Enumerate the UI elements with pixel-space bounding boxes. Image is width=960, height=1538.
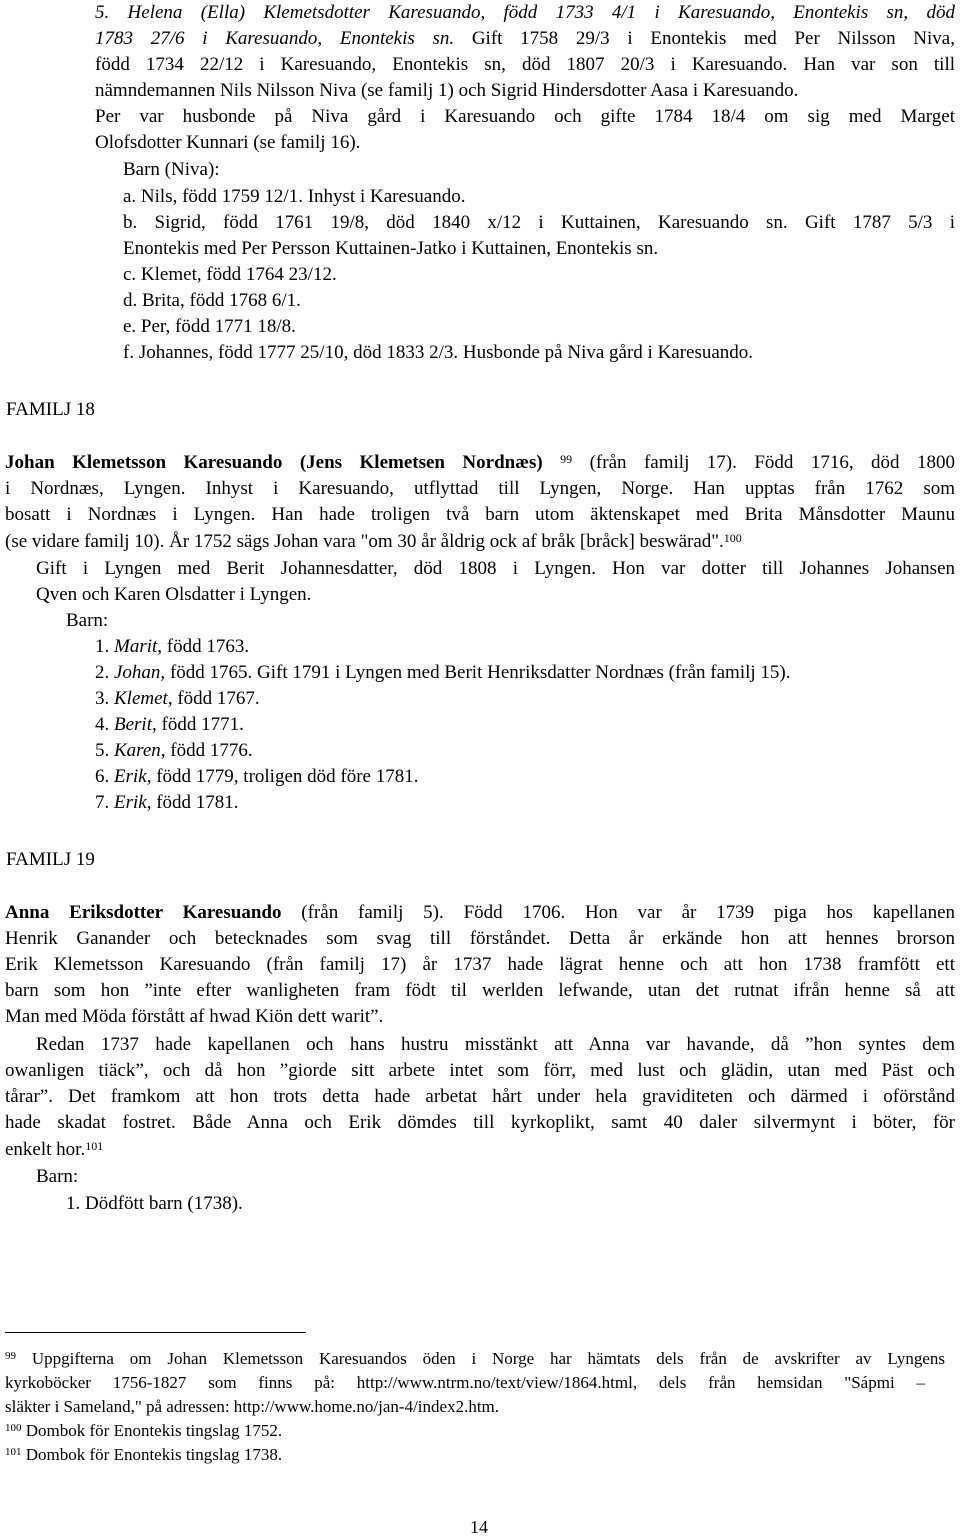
familj19-line5: Man med Möda förstått af hwad Kiön dett warit”.: [5, 1006, 384, 1027]
familj19-child: 1. Dödfött barn (1738).: [66, 1193, 243, 1214]
item5-children-heading: Barn (Niva):: [123, 159, 220, 180]
familj19-line9: hade skadat fostret. Både Anna och Erik dömdes till kyrkoplikt, samt 40 daler silvermynt i böter, för: [5, 1112, 955, 1133]
footnote-separator: [5, 1332, 306, 1333]
familj19-children-heading: Barn:: [36, 1166, 79, 1187]
familj19-line3: Erik Klemetsson Karesuando (från familj 17) år 1737 hade lägrat henne och att hon 1738 framfött ett: [5, 954, 955, 975]
familj18-child: 3. Klemet, född 1767.: [95, 688, 260, 709]
familj18-line4: (se vidare familj 10). År 1752 sägs Johan vara "om 30 år åldrig ock af bråk [bråck] beswärad".$^{100}$: [5, 531, 742, 552]
familj18-child: 5. Karen, född 1776.: [95, 740, 253, 761]
familj18-child: 4. Berit, född 1771.: [95, 714, 244, 735]
child-e: e. Per, född 1771 18/8.: [123, 316, 296, 337]
familj19-line4: barn som hon ”inte efter wanligheten fram födt til werlden lefwande, utan det rutnat ifrån henne så att: [5, 980, 955, 1001]
familj18-line6: Qven och Karen Olsdatter i Lyngen.: [36, 584, 312, 605]
familj19-line1: Anna Eriksdotter Karesuando (från familj 5). Född 1706. Hon var år 1739 piga hos kapellanen: [5, 902, 956, 923]
familj18-child: 7. Erik, född 1781.: [95, 792, 239, 813]
familj18-line5: Gift i Lyngen med Berit Johannesdatter, död 1808 i Lyngen. Hon var dotter till Johannes Johansen: [36, 558, 955, 579]
item5-line4: nämndemannen Nils Nilsson Niva (se familj 1) och Sigrid Hindersdotter Aasa i Karesuando.: [95, 80, 799, 101]
child-a: a. Nils, född 1759 12/1. Inhyst i Karesuando.: [123, 186, 466, 207]
familj19-line7: owanligen tiäck”, och då hon ”giorde sitt arbete intet som förr, med lust och glädin, utan med Päst och: [5, 1060, 955, 1081]
footnote-100: $^{100}$ Dombok för Enontekis tingslag 1752.: [5, 1421, 283, 1440]
familj-19-heading: FAMILJ 19: [6, 849, 95, 870]
familj18-line1: Johan Klemetsson Karesuando (Jens Klemetsen Nordnæs) $^{99}$ (från familj 17). Född 1716, död 1800: [5, 452, 956, 473]
child-b: b. Sigrid, född 1761 19/8, död 1840 x/12 i Kuttainen, Karesuando sn. Gift 1787 5/3 i: [123, 212, 955, 233]
familj18-child: 1. Marit, född 1763.: [95, 636, 250, 657]
familj18-child: 2. Johan, född 1765. Gift 1791 i Lyngen med Berit Henriksdatter Nordnæs (från familj 15).: [95, 662, 791, 683]
child-d: d. Brita, född 1768 6/1.: [123, 290, 301, 311]
familj18-line2: i Nordnæs, Lyngen. Inhyst i Karesuando, utflyttad till Lyngen, Norge. Han upptas från 1762 som: [5, 478, 955, 499]
familj19-line6: Redan 1737 hade kapellanen och hans hustru misstänkt att Anna var havande, då ”hon syntes dem: [36, 1034, 955, 1055]
familj18-children-heading: Barn:: [66, 610, 109, 631]
child-c: c. Klemet, född 1764 23/12.: [123, 264, 337, 285]
item5-line5: Per var husbonde på Niva gård i Karesuando och gifte 1784 18/4 om sig med Marget: [95, 106, 955, 127]
familj18-child: 6. Erik, född 1779, troligen död före 1781.: [95, 766, 419, 787]
footnote-99-line3: släkter i Sameland," på adressen: http://www.home.no/jan-4/index2.htm.: [5, 1397, 500, 1416]
item5-line1: 5. Helena (Ella) Klemetsdotter Karesuando, född 1733 4/1 i Karesuando, Enontekis sn, död: [95, 2, 955, 23]
familj-18-heading: FAMILJ 18: [6, 399, 95, 420]
child-f: f. Johannes, född 1777 25/10, död 1833 2/3. Husbonde på Niva gård i Karesuando.: [123, 342, 754, 363]
familj19-line2: Henrik Ganander och betecknades som svag till förståndet. Detta år erkände hon att hennes brorson: [5, 928, 955, 949]
footnote-99-line1: $^{99}$ Uppgifterna om Johan Klemetsson Karesuandos öden i Norge har hämtats dels från de avskrifter av Lyngens: [5, 1349, 945, 1368]
familj19-line10: enkelt hor.$^{101}$: [5, 1139, 104, 1160]
familj19-line8: tårar”. Det framkom att hon trots detta hade arbetat hårt under hela graviditeten och därmed i oförstånd: [5, 1086, 955, 1107]
item5-line6: Olofsdotter Kunnari (se familj 16).: [95, 132, 361, 153]
familj18-line3: bosatt i Nordnæs i Lyngen. Han hade troligen två barn utom äktenskapet med Brita Månsdotter Maunu: [5, 504, 955, 525]
footnote-101: $^{101}$ Dombok för Enontekis tingslag 1738.: [5, 1445, 283, 1464]
item5-line3: född 1734 22/12 i Karesuando, Enontekis sn, död 1807 20/3 i Karesuando. Han var son till: [95, 54, 955, 75]
footnote-99-line2: kyrkoböcker 1756-1827 som finns på: http://www.ntrm.no/text/view/1864.html, dels från hemsidan "Sápmi –: [5, 1373, 925, 1392]
item5-line2: 1783 27/6 i Karesuando, Enontekis sn. Gift 1758 29/3 i Enontekis med Per Nilsson Niva,: [95, 28, 955, 49]
child-b-cont: Enontekis med Per Persson Kuttainen-Jatko i Kuttainen, Enontekis sn.: [123, 238, 659, 259]
page-number: 14: [470, 1517, 488, 1537]
